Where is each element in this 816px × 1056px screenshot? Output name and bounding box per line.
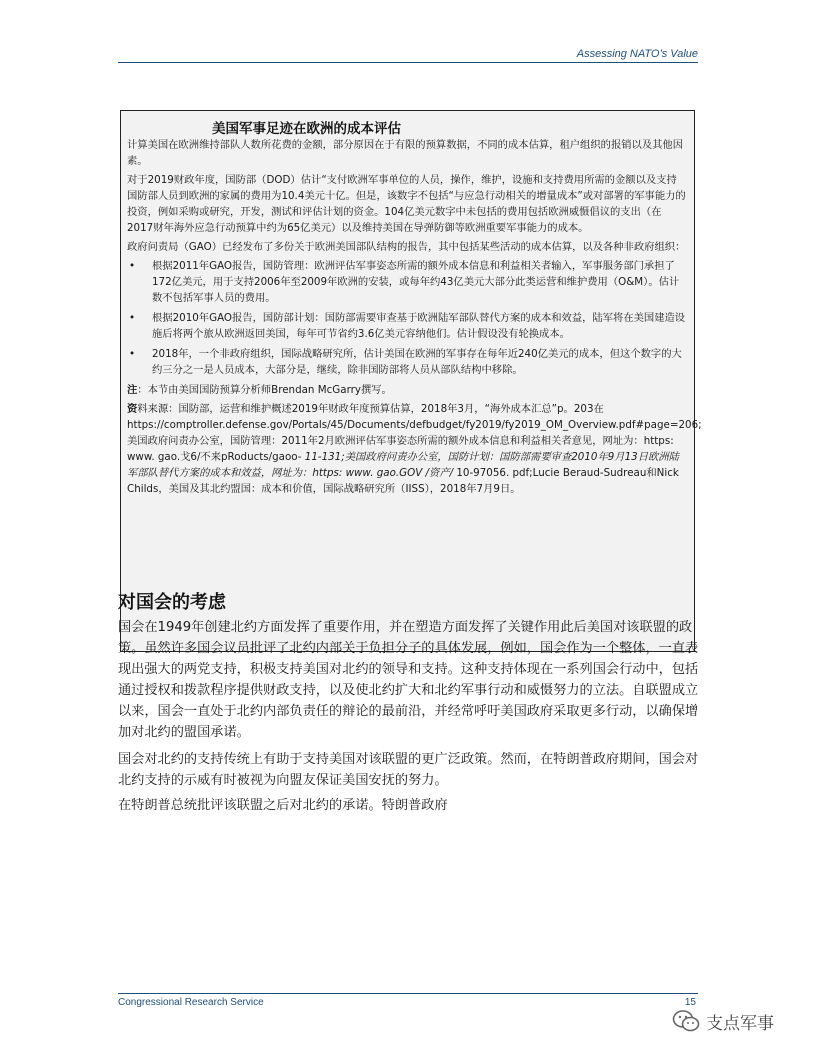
paragraph-2: 国会对北约的支持传统上有助于支持美国对该联盟的更广泛政策。然而，在特朗普政府期间，国会对北约支持的示威有时被视为向盟友保证美国安抚的努力。	[118, 752, 699, 788]
footer-rule	[118, 993, 698, 994]
box-bullet-list	[127, 258, 687, 378]
box-sources	[127, 401, 702, 497]
box-note	[127, 382, 687, 398]
bullet-text: 根据2010年GAO报告，国防部计划：国防部需要审查基于欧洲陆军部队替代方案的成本和效益，陆军将在美国建造设施后将两个旅从欧洲返回美国，每年可节省约3.6亿美元容纳他们。估计假设没有轮换成本。	[152, 312, 686, 340]
main-text	[118, 617, 708, 822]
list-item	[127, 346, 687, 378]
bullet-icon: •	[129, 348, 136, 360]
note-text: ：本节由美国国防预算分析师Brendan McGarry撰写。	[137, 384, 392, 396]
bullet-icon: •	[129, 312, 136, 324]
watermark-text: 支点军事	[706, 1013, 774, 1034]
header-rule	[118, 62, 698, 63]
sources-label: 资	[127, 403, 138, 415]
box-para-gao: 政府问责局（GAO）已经发布了多份关于欧洲美国部队结构的报告，其中包括某些活动的成本估算，以及各种非政府组织：	[127, 241, 686, 253]
bullet-text: 根据2011年GAO报告，国防管理：欧洲评估军事姿态所需的额外成本信息和利益相关者输入，军事服务部门承担了172亿美元，用于支持2006年至2009年欧洲的安装，或每年约43亿美元大部分此类运营和维护费用（O&M）。估计数不包括军事人员的费用。	[152, 260, 680, 304]
box-title: 美国军事足迹在欧洲的成本评估	[212, 121, 401, 137]
sources-text: 料来源：国防部，运营和维护概述2019年财政年度预算估算，2018年3月，“海外成本汇总”p。203在https://comptroller.defense.gov/Portals/45/Documents/defbudget/fy2019/fy2019_OM_Overview.pdf#page=206;美国政府问责办公室，国防管理：2011年2月欧洲评估军事姿态所需的额外成本信息和利益相关者意见，网址为：https: www. gao.戈6/不来pRoducts/gaoo-	[127, 403, 702, 463]
list-item	[127, 258, 687, 306]
bullet-text: 2018年，一个非政府组织，国际战略研究所，估计美国在欧洲的军事存在每年近240亿美元的成本，但这个数字的大约三分之一是人员成本，大部分是，继续，除非国防部将人员从部队结构中移除。	[152, 348, 682, 376]
sources-tail: 10-97056. pdf;Lucie Beraud-Sudreau和Nick Childs，美国及其北约盟国：成本和价值，国际战略研究所（IISS），2018年7月9日。	[127, 467, 679, 495]
running-header: Assessing NATO’s Value	[576, 48, 698, 60]
box-body	[127, 137, 702, 500]
bullet-icon: •	[129, 260, 136, 272]
note-label: 注	[127, 384, 138, 396]
list-item	[127, 310, 687, 342]
sources-italic: 11-131;美国政府问责办公室，国防计划：国防部需要审查2010年9月13日欧洲陆军部队替代方案的成本和效益，网址为：https: www. gao.GOV /资产/	[127, 451, 679, 479]
wechat-icon	[672, 1009, 700, 1033]
watermark	[672, 1008, 774, 1034]
box-intro: 计算美国在欧洲维持部队人数所花费的金额，部分原因在于有限的预算数据，不同的成本估算，租户组织的报销以及其他因素。	[127, 139, 684, 167]
paragraph-3: 在特朗普总统批评该联盟之后对北约的承诺。特朗普政府	[118, 798, 448, 813]
section-heading: 对国会的考虑	[118, 592, 226, 613]
footer-org: Congressional Research Service	[118, 997, 264, 1008]
paragraph-1: 国会在1949年创建北约方面发挥了重要作用，并在塑造方面发挥了关键作用此后美国对该联盟的政策。虽然许多国会议员批评了北约内部关于负担分子的具体发展，例如，国会作为一个整体，一直表现出强大的两党支持，积极支持美国对北约的领导和支持。这种支持体现在一系列国会行动中，包括通过授权和拨款程序提供财政支持，以及使北约扩大和北约军事行动和威慑努力的立法。自联盟成立以来，国会一直处于北约内部负责任的辩论的最前沿，并经常呼吁美国政府采取更多行动，以确保增加对北约的盟国承诺。	[118, 620, 699, 740]
box-para-fy2019: 对于2019财政年度，国防部（DOD）估计“支付欧洲军事单位的人员，操作，维护，设施和支持费用所需的金额以及支持国防部人员到欧洲的家属的费用为10.4美元十亿。但是，该数字不包括“与应急行动相关的增量成本”或对部署的军事能力的投资，例如采购或研究，开发，测试和评估计划的资金。104亿美元数字中未包括的费用包括欧洲威慑倡议的支出（在2017财年海外应急行动预算中约为65亿美元）以及维持美国在导弹防御等欧洲重要军事能力的成本。	[127, 174, 686, 234]
page-number: 15	[684, 997, 696, 1008]
